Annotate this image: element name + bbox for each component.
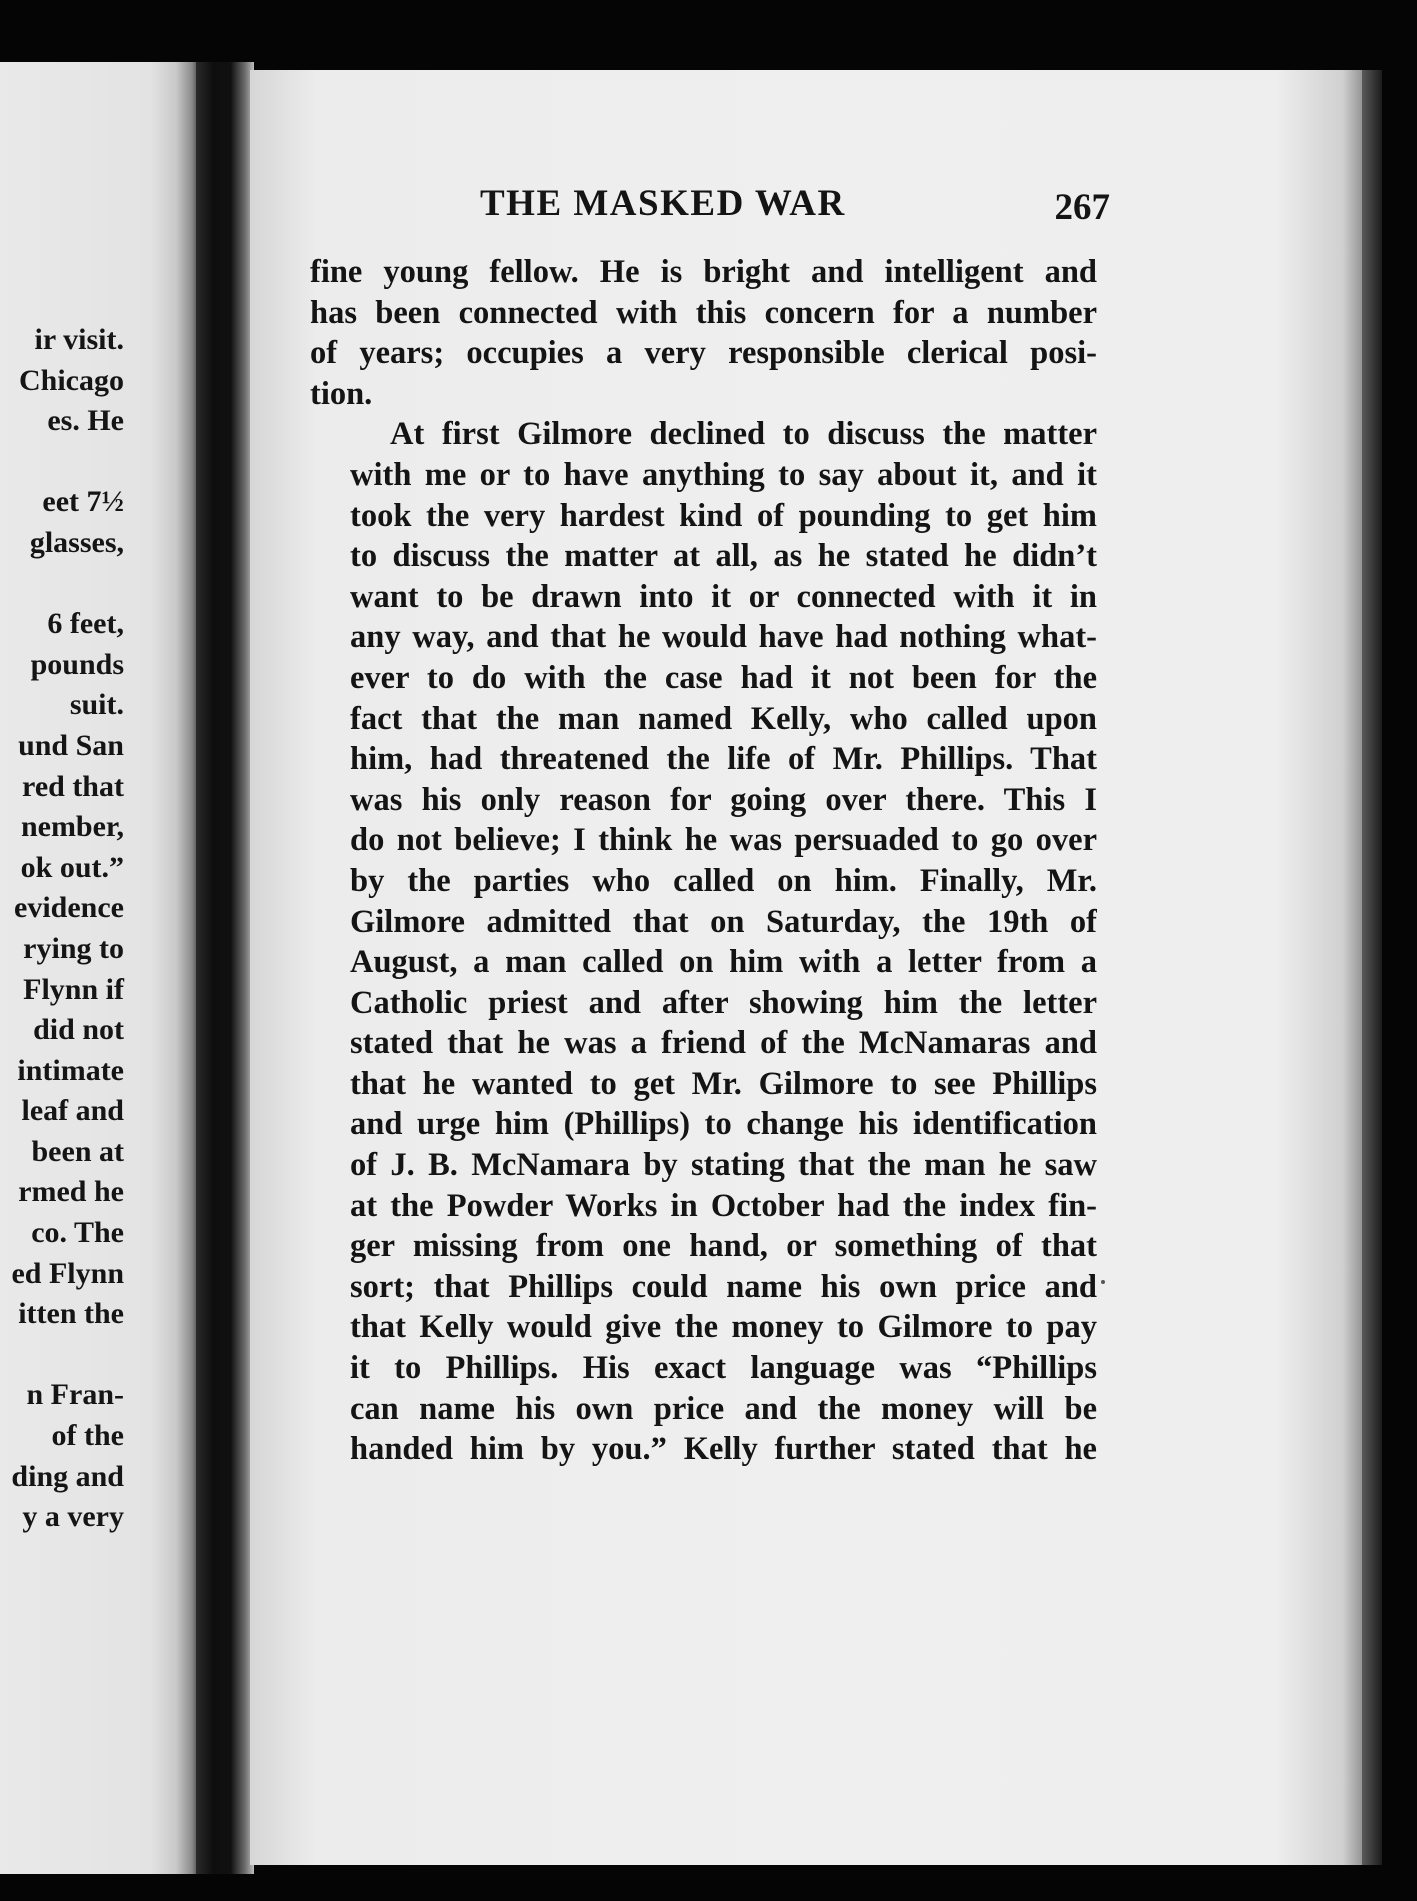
text-line: August, a man called on him with a letter from a bbox=[350, 944, 1097, 981]
text-line: that he wanted to get Mr. Gilmore to see Phillips bbox=[350, 1065, 1097, 1102]
page-header bbox=[480, 182, 1110, 232]
left-page-line: y a very bbox=[22, 1500, 124, 1534]
left-page-line: did not bbox=[33, 1013, 124, 1047]
paragraph bbox=[310, 414, 1097, 1469]
left-page-line: intimate bbox=[17, 1053, 124, 1087]
left-page-line: suit. bbox=[69, 688, 124, 722]
text-line: by the parties who called on him. Finally, Mr. bbox=[350, 862, 1097, 899]
text-line: Gilmore admitted that on Saturday, the 19th of bbox=[350, 903, 1097, 940]
left-page-line: und San bbox=[18, 728, 124, 762]
text-line: it to Phillips. His exact language was “Phillips bbox=[350, 1350, 1097, 1387]
left-page-line: glasses, bbox=[29, 525, 124, 559]
left-page-line: nember, bbox=[20, 810, 124, 844]
text-line: at the Powder Works in October had the index fin- bbox=[350, 1187, 1097, 1224]
left-page-line: Flynn if bbox=[23, 972, 124, 1006]
text-line: do not believe; I think he was persuaded to go over bbox=[350, 822, 1097, 859]
body-text bbox=[310, 252, 1097, 1470]
left-page-line: pounds bbox=[30, 647, 124, 681]
text-line: of years; occupies a very responsible clerical posi- bbox=[310, 335, 1097, 372]
text-line: was his only reason for going over there. This I bbox=[350, 781, 1097, 818]
paragraph bbox=[310, 252, 1097, 414]
left-page-line: of the bbox=[51, 1419, 124, 1453]
running-head: THE MASKED WAR bbox=[480, 183, 846, 224]
text-line: can name his own price and the money will be bbox=[350, 1390, 1097, 1427]
text-line: has been connected with this concern for a number bbox=[310, 294, 1097, 331]
text-line: ger missing from one hand, or something of that bbox=[350, 1228, 1097, 1265]
left-page-line: rmed he bbox=[18, 1175, 124, 1209]
dust-speck bbox=[1101, 1280, 1105, 1284]
left-page-line: co. The bbox=[31, 1216, 124, 1250]
right-page-edge bbox=[1362, 70, 1382, 1865]
text-line: At first Gilmore declined to discuss the matter bbox=[390, 416, 1097, 453]
text-line: handed him by you.” Kelly further stated that he bbox=[350, 1431, 1097, 1468]
text-line: that Kelly would give the money to Gilmore to pay bbox=[350, 1309, 1097, 1346]
text-line: of J. B. McNamara by stating that the man he saw bbox=[350, 1147, 1097, 1184]
left-page-line bbox=[0, 442, 124, 483]
left-page-line: rying to bbox=[23, 931, 124, 965]
text-line: with me or to have anything to say about it, and it bbox=[350, 456, 1097, 493]
text-line: tion. bbox=[310, 375, 373, 412]
book-gutter bbox=[196, 62, 254, 1874]
left-page-line bbox=[0, 564, 124, 605]
left-page-line: been at bbox=[31, 1134, 124, 1168]
left-page-line: ok out.” bbox=[20, 850, 124, 884]
text-line: stated that he was a friend of the McNamaras and bbox=[350, 1025, 1097, 1062]
left-page-line: ed Flynn bbox=[11, 1256, 124, 1290]
left-page-line: red that bbox=[22, 769, 124, 803]
left-page-line: ir visit. bbox=[34, 323, 124, 356]
left-page-line: itten the bbox=[18, 1297, 124, 1331]
text-line: sort; that Phillips could name his own price and bbox=[350, 1268, 1097, 1305]
text-line: took the very hardest kind of pounding to get him bbox=[350, 497, 1097, 534]
left-page-line: es. He bbox=[47, 404, 124, 438]
left-page bbox=[0, 62, 200, 1874]
left-page-line bbox=[0, 1335, 124, 1376]
text-line: him, had threatened the life of Mr. Phillips. That bbox=[350, 741, 1097, 778]
text-line: and urge him (Phillips) to change his identification bbox=[350, 1106, 1097, 1143]
text-line: ever to do with the case had it not been for the bbox=[350, 659, 1097, 696]
left-page-line: Chicago bbox=[19, 363, 124, 397]
left-page-line: ding and bbox=[11, 1459, 124, 1493]
text-line: fine young fellow. He is bright and intelligent and bbox=[310, 254, 1097, 290]
left-page-text bbox=[0, 320, 124, 1538]
text-line: any way, and that he would have had nothing what- bbox=[350, 619, 1097, 656]
text-line: to discuss the matter at all, as he stated he didn’t bbox=[350, 538, 1097, 575]
left-page-line: evidence bbox=[14, 891, 124, 925]
left-page-line: 6 feet, bbox=[47, 607, 124, 641]
text-line: Catholic priest and after showing him the letter bbox=[350, 984, 1097, 1021]
page-number: 267 bbox=[1054, 187, 1110, 228]
left-page-line: n Fran- bbox=[26, 1378, 124, 1412]
left-page-line: eet 7½ bbox=[42, 485, 124, 519]
text-line: want to be drawn into it or connected with it in bbox=[350, 578, 1097, 615]
text-line: fact that the man named Kelly, who called upon bbox=[350, 700, 1097, 737]
left-page-line: leaf and bbox=[21, 1094, 124, 1128]
